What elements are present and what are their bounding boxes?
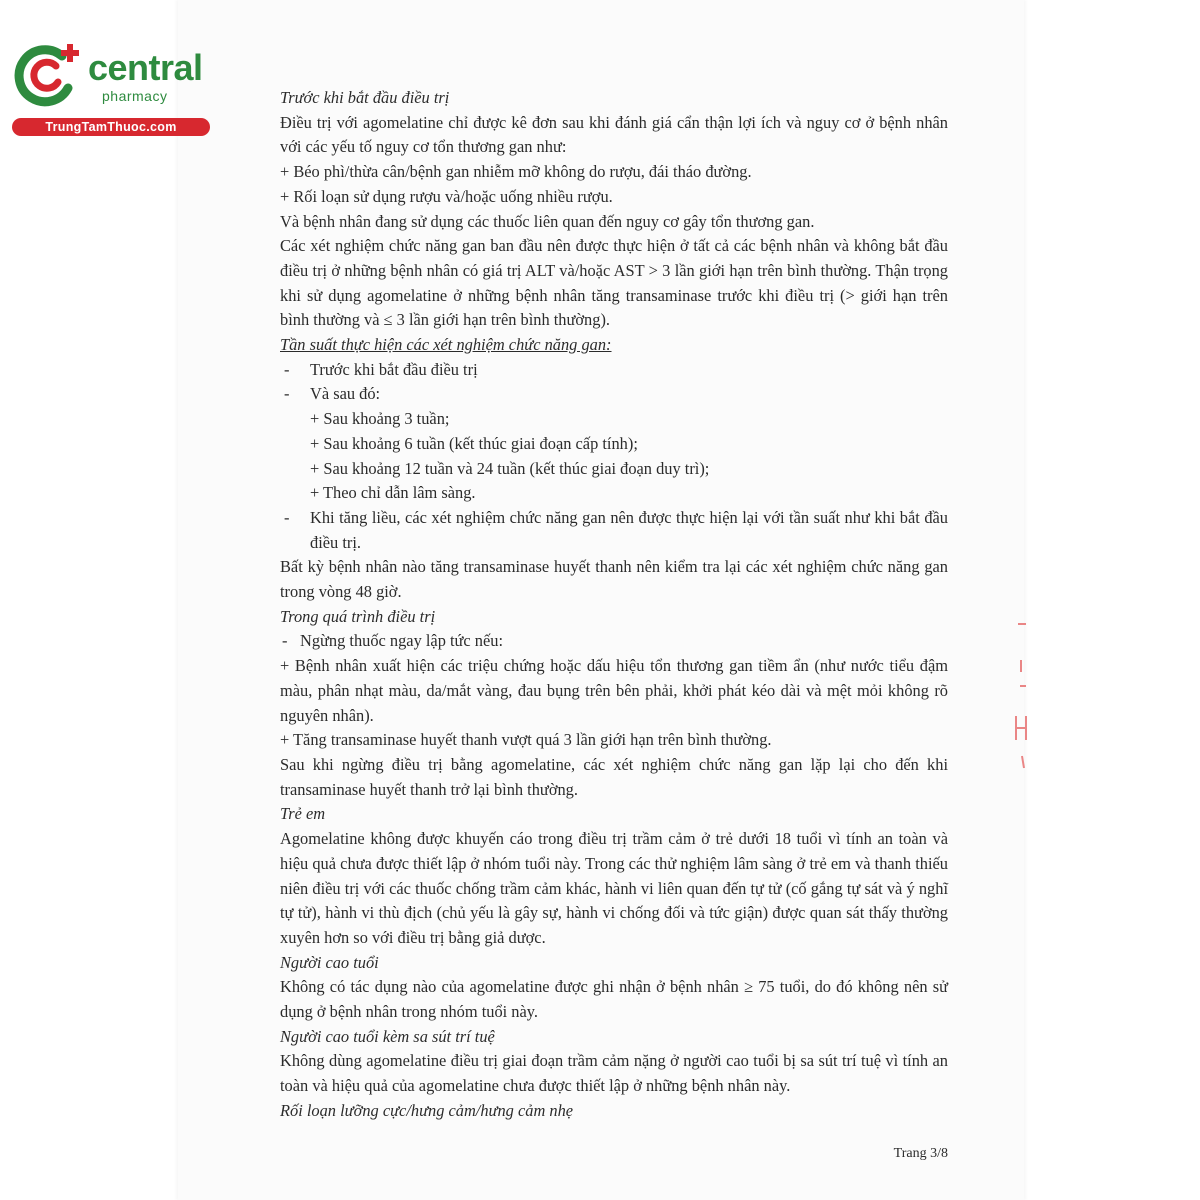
paragraph: Các xét nghiệm chức năng gan ban đầu nên được thực hiện ở tất cả các bệnh nhân và không bắt đầu điều trị ở những bệnh nhân có giá trị ALT và/hoặc AST > 3 lần giới hạn trên bình thường. Thận trọng khi sử dụng agomelatine ở những bệnh nhân tăng transaminase trước khi điều trị (> giới hạn trên bình thường và ≤ 3 lần giới hạn trên bình thường). — [280, 236, 948, 330]
page-number: Trang 3/8 — [893, 1146, 948, 1161]
paragraph: Và bệnh nhân đang sử dụng các thuốc liên quan đến nguy cơ gây tổn thương gan. — [280, 211, 815, 231]
section-heading: Trẻ em — [280, 804, 326, 824]
list-item: - Ngừng thuốc ngay lập tức nếu: — [280, 629, 948, 654]
paragraph: Không dùng agomelatine điều trị giai đoạn trầm cảm nặng ở người cao tuổi bị sa sút trí tuệ vì tính an toàn và hiệu quả của agomelatine chưa được thiết lập ở những bệnh nhân này. — [280, 1051, 948, 1096]
paragraph: Agomelatine không được khuyến cáo trong điều trị trầm cảm ở trẻ dưới 18 tuổi vì tính an toàn và hiệu quả chưa được thiết lập ở nhóm tuổi này. Trong các thử nghiệm lâm sàng ở trẻ em và thanh thiếu niên điều trị với các thuốc chống trầm cảm khác, hành vi liên quan đến tự tử (cố gắng tự sát và ý nghĩ tự tử), hành vi thù địch (chủ yếu là gây sự, hành vi chống đối và tức giận) được quan sát thấy thường xuyên hơn so với điều trị bằng giả dược. — [280, 829, 948, 947]
sub-list-item: + Sau khoảng 6 tuần (kết thúc giai đoạn cấp tính); — [310, 433, 638, 453]
paragraph: Không có tác dụng nào của agomelatine được ghi nhận ở bệnh nhân ≥ 75 tuổi, do đó không nên sử dụng ở bệnh nhân trong nhóm tuổi này. — [280, 977, 948, 1022]
list-item: + Bệnh nhân xuất hiện các triệu chứng hoặc dấu hiệu tổn thương gan tiềm ẩn (như nước tiểu đậm màu, phân nhạt màu, da/mắt vàng, đau bụng trên bên phải, khởi phát kéo dài và mệt mỏi không rõ nguyên nhân). — [280, 656, 948, 725]
list-item: - Khi tăng liều, các xét nghiệm chức năng gan nên được thực hiện lại với tần suất như khi bắt đầu điều trị. — [280, 506, 948, 555]
paragraph: Sau khi ngừng điều trị bằng agomelatine, các xét nghiệm chức năng gan lặp lại cho đến khi transaminase huyết thanh trở lại bình thường. — [280, 754, 948, 799]
section-heading: Người cao tuổi kèm sa sút trí tuệ — [280, 1026, 495, 1046]
section-heading: Người cao tuổi — [280, 952, 379, 972]
logo-subtitle: pharmacy — [102, 88, 168, 104]
pharmacy-logo-icon — [12, 40, 84, 108]
logo-domain-badge[interactable]: TrungTamThuoc.com — [12, 118, 210, 136]
subsection-heading: Tần suất thực hiện các xét nghiệm chức năng gan: — [280, 335, 612, 355]
sub-list-item: + Theo chỉ dẫn lâm sàng. — [310, 483, 476, 503]
paragraph: Điều trị với agomelatine chỉ được kê đơn sau khi đánh giá cẩn thận lợi ích và nguy cơ ở bệnh nhân với các yếu tố nguy cơ tổn thương gan như: — [280, 112, 948, 157]
sub-list-item: + Sau khoảng 3 tuần; — [310, 409, 450, 429]
document-body — [280, 86, 948, 1124]
stamp-mark-icon — [1012, 612, 1032, 772]
central-pharmacy-logo[interactable] — [12, 36, 222, 136]
section-heading: Rối loạn lưỡng cực/hưng cảm/hưng cảm nhẹ — [280, 1100, 574, 1120]
list-item: + Rối loạn sử dụng rượu và/hoặc uống nhiều rượu. — [280, 186, 613, 206]
section-heading: Trước khi bắt đầu điều trị — [280, 88, 450, 107]
list-item: - Và sau đó: — [280, 382, 948, 407]
list-item: + Tăng transaminase huyết thanh vượt quá 3 lần giới hạn trên bình thường. — [280, 730, 772, 750]
list-item: + Béo phì/thừa cân/bệnh gan nhiễm mỡ không do rượu, đái tháo đường. — [280, 162, 752, 182]
logo-brand-text: central — [88, 47, 203, 88]
paragraph: Bất kỳ bệnh nhân nào tăng transaminase huyết thanh nên kiểm tra lại các xét nghiệm chức năng gan trong vòng 48 giờ. — [280, 557, 948, 602]
sub-list-item: + Sau khoảng 12 tuần và 24 tuần (kết thúc giai đoạn duy trì); — [310, 458, 710, 478]
section-heading: Trong quá trình điều trị — [280, 606, 436, 626]
list-item: - Trước khi bắt đầu điều trị — [280, 358, 948, 383]
red-stamp-edge — [1012, 612, 1032, 772]
